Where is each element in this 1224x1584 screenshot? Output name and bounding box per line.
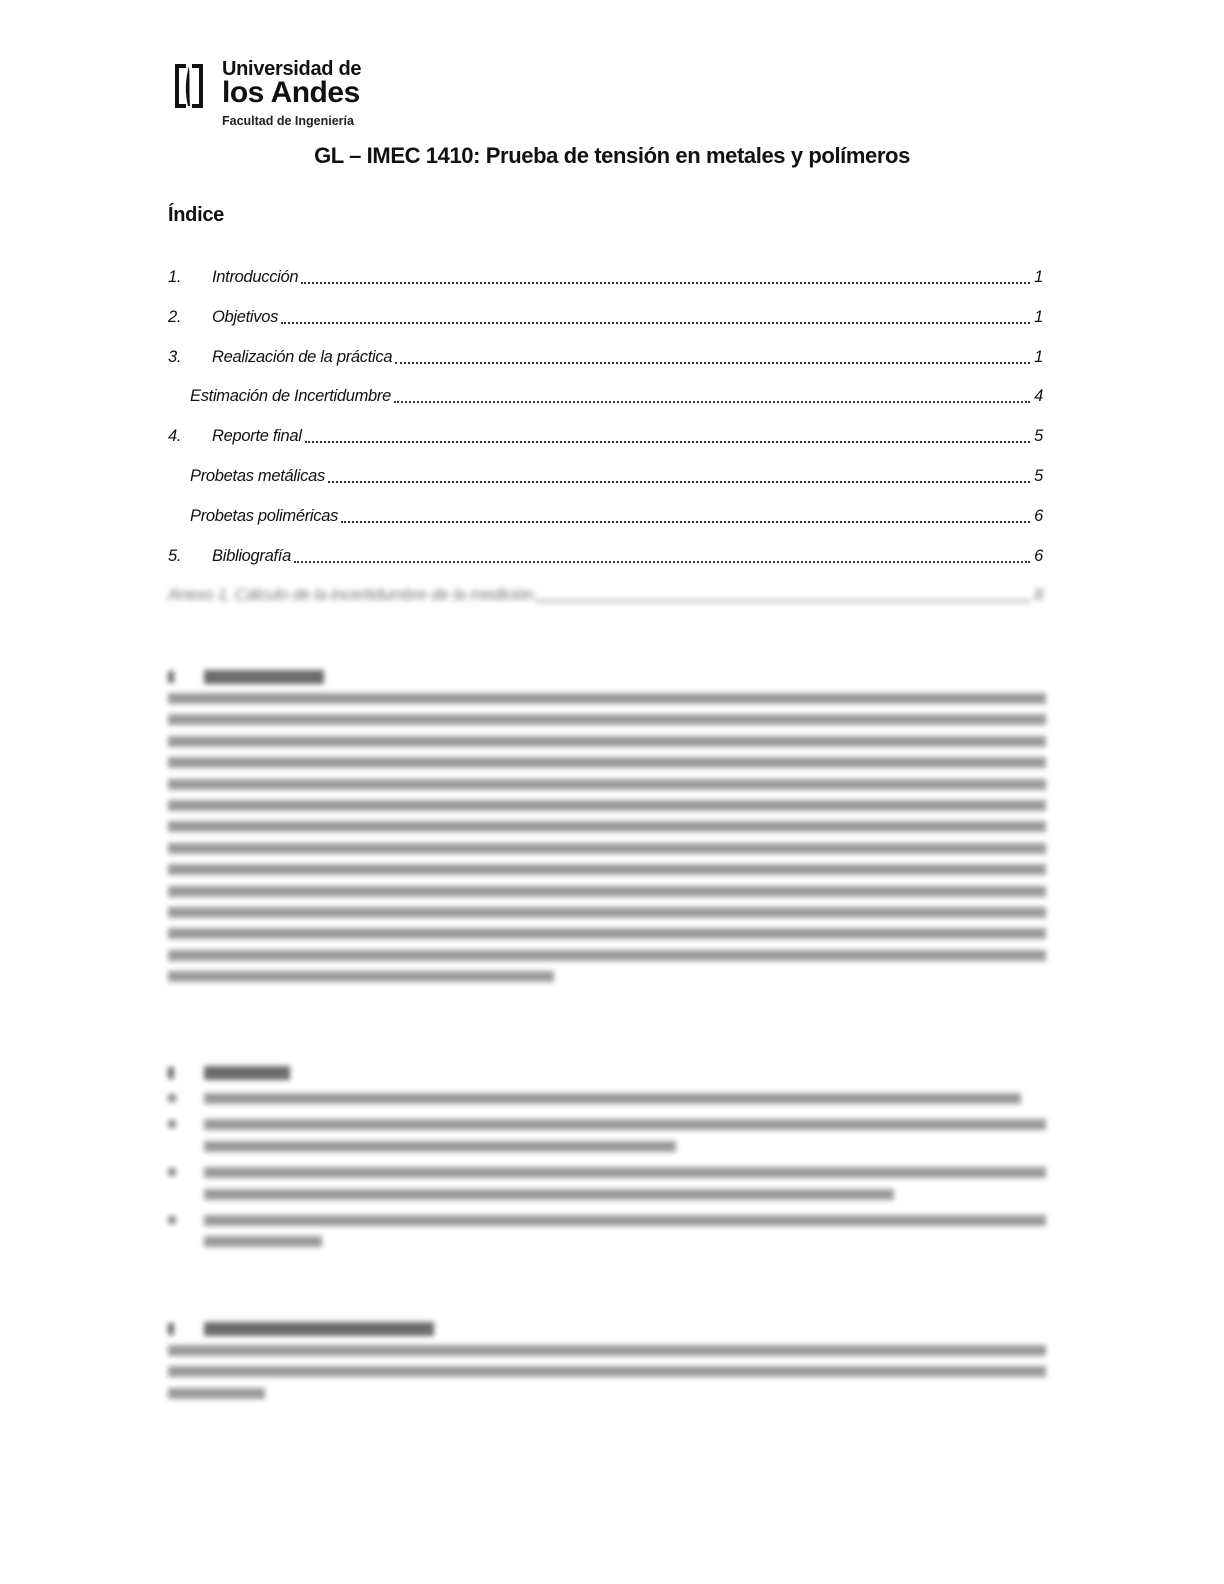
logo-text-faculty: Facultad de Ingeniería <box>222 114 354 128</box>
section-practice-blurred <box>168 1318 1046 1409</box>
toc-entry[interactable] <box>168 268 1043 308</box>
toc-number: 1. <box>168 268 182 286</box>
toc-label: Objetivos <box>212 307 279 326</box>
toc-leader-dots <box>395 348 1030 364</box>
toc-page-number: 8 <box>1034 586 1043 605</box>
toc-label: Bibliografía <box>212 546 291 565</box>
toc-label: Introducción <box>212 268 299 286</box>
bullet-item-blurred <box>168 1162 1046 1210</box>
toc-label: Probetas metálicas <box>190 466 325 485</box>
university-crest-icon <box>172 60 206 110</box>
bullet-item-blurred <box>168 1114 1046 1162</box>
toc-page-number: 1 <box>1034 307 1043 326</box>
section-introduction-blurred <box>168 666 1046 992</box>
section-heading-blurred <box>168 1062 1046 1084</box>
toc-entry[interactable] <box>168 387 1043 427</box>
toc-page-number: 6 <box>1034 506 1043 525</box>
toc-number: 4. <box>168 427 182 446</box>
toc-leader-dots <box>281 308 1030 324</box>
toc-entry-blurred[interactable] <box>168 586 1043 626</box>
toc-label: Estimación de Incertidumbre <box>190 387 391 406</box>
toc-label: Anexo 1. Cálculo de la incertidumbre de la medición <box>168 586 534 605</box>
table-of-contents <box>168 268 1043 626</box>
toc-number: 5. <box>168 546 182 565</box>
document-title: GL – IMEC 1410: Prueba de tensión en metales y polímeros <box>314 143 910 168</box>
toc-leader-dots <box>328 467 1030 483</box>
toc-label: Probetas poliméricas <box>190 506 339 525</box>
university-logo <box>172 58 362 132</box>
section-objectives-blurred <box>168 1062 1046 1258</box>
toc-entry[interactable] <box>168 308 1043 348</box>
section-heading-blurred <box>168 1318 1046 1340</box>
bullet-item-blurred <box>168 1088 1046 1114</box>
toc-leader-dots <box>301 268 1030 284</box>
toc-entry[interactable] <box>168 547 1043 587</box>
toc-page-number: 1 <box>1034 347 1043 366</box>
toc-leader-dots <box>394 387 1030 403</box>
toc-page-number: 4 <box>1034 387 1043 406</box>
toc-page-number: 1 <box>1034 268 1043 286</box>
toc-label: Realización de la práctica <box>212 347 393 366</box>
logo-text-los-andes: los Andes <box>222 76 360 109</box>
section-heading-blurred <box>168 666 1046 688</box>
toc-page-number: 5 <box>1034 427 1043 446</box>
toc-page-number: 6 <box>1034 546 1043 565</box>
toc-label: Reporte final <box>212 427 302 446</box>
toc-leader-dots <box>536 586 1030 602</box>
toc-leader-dots <box>294 547 1030 563</box>
toc-number: 2. <box>168 307 182 326</box>
toc-leader-dots <box>305 427 1030 443</box>
logo-text-university: Universidad de <box>222 58 362 80</box>
toc-entry[interactable] <box>168 467 1043 507</box>
toc-leader-dots <box>341 507 1030 523</box>
toc-entry[interactable] <box>168 427 1043 467</box>
toc-number: 3. <box>168 347 182 366</box>
bullet-item-blurred <box>168 1210 1046 1258</box>
toc-page-number: 5 <box>1034 466 1043 485</box>
toc-entry[interactable] <box>168 348 1043 388</box>
index-heading: Índice <box>168 204 224 226</box>
toc-entry[interactable] <box>168 507 1043 547</box>
